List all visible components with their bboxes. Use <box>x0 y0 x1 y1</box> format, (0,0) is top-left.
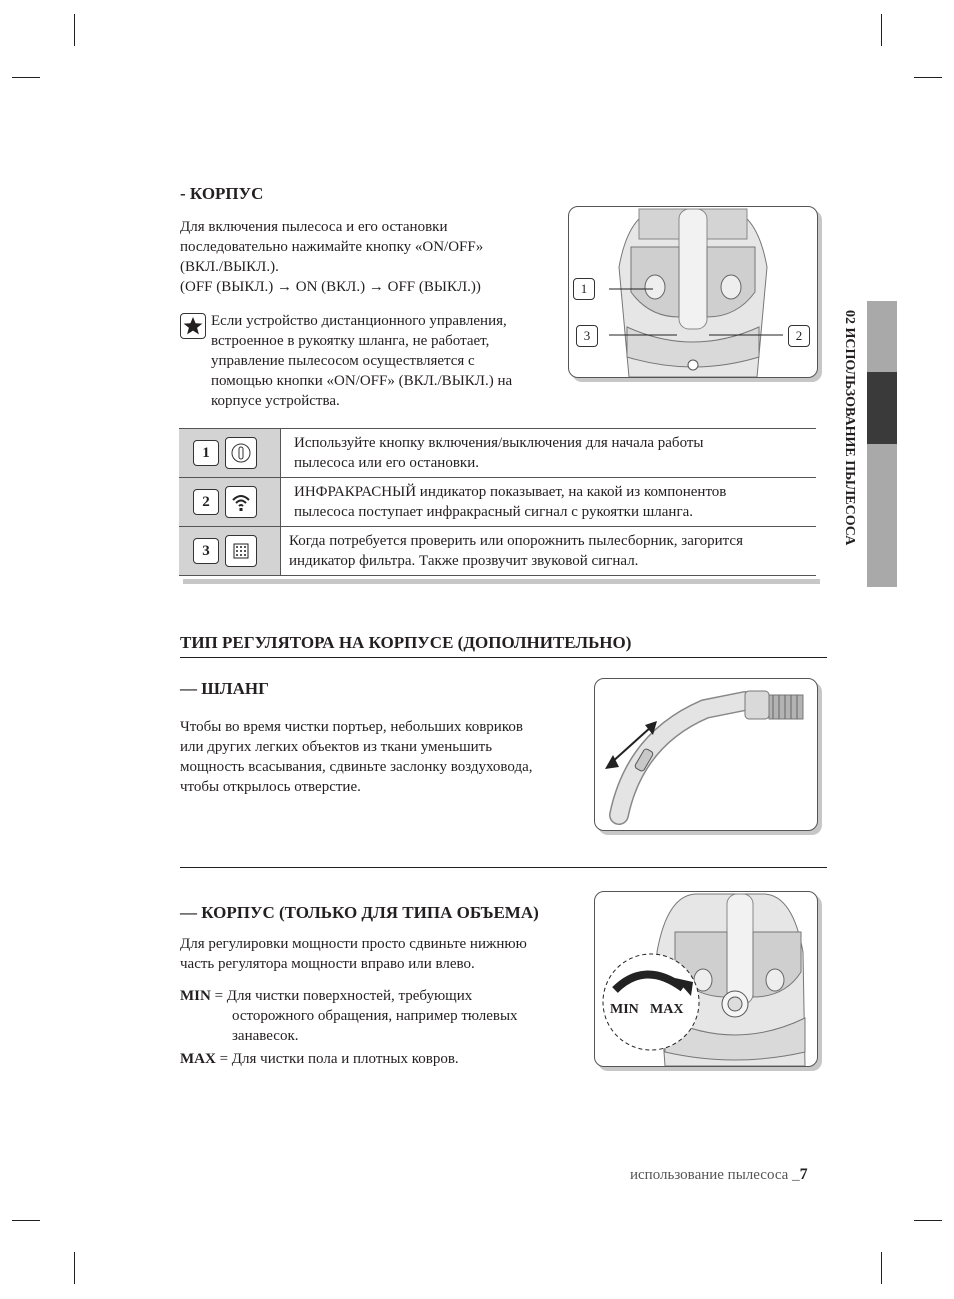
note-line: управление пылесосом осуществляется с <box>211 353 475 369</box>
min-label: MIN <box>180 988 211 1004</box>
hose-illustration <box>594 678 818 831</box>
hose-line: или других легких объектов из ткани уменьшить <box>180 739 493 755</box>
regulator-line: Для регулировки мощности просто сдвиньте нижнюю <box>180 936 527 952</box>
min-text: = Для чистки поверхностей, требующих <box>210 988 473 1004</box>
row-number: 1 <box>193 440 219 466</box>
side-tab-marker <box>867 372 897 444</box>
section-divider <box>180 657 827 658</box>
infrared-signal-icon <box>225 486 257 518</box>
body-regulator-heading: — КОРПУС (ТОЛЬКО ДЛЯ ТИПА ОБЪЕМА) <box>180 903 539 922</box>
crop-mark <box>881 1252 882 1284</box>
table-icon-cell <box>179 527 281 576</box>
desc-line: Когда потребуется проверить или опорожнить пылесборник, загорится <box>289 533 743 549</box>
filter-indicator-icon <box>225 535 257 567</box>
table-desc <box>281 478 817 527</box>
section-heading-regulator: ТИП РЕГУЛЯТОРА НА КОРПУСЕ (ДОПОЛНИТЕЛЬНО) <box>180 633 632 652</box>
figure-min-label: MIN <box>610 1002 639 1017</box>
max-text: = Для чистки пола и плотных ковров. <box>215 1051 459 1067</box>
regulator-line: часть регулятора мощности вправо или влево. <box>180 956 475 972</box>
intro-text <box>180 217 550 297</box>
hose-line: Чтобы во время чистки портьер, небольших ковриков <box>180 719 523 735</box>
note-line: помощью кнопки «ON/OFF» (ВКЛ./ВЫКЛ.) на <box>211 373 513 389</box>
indicator-table <box>179 428 816 576</box>
body-regulator-text <box>180 934 580 974</box>
min-definition <box>180 986 580 1046</box>
crop-mark <box>881 14 882 46</box>
crop-mark <box>74 14 75 46</box>
row-number: 2 <box>193 489 219 515</box>
table-shadow <box>183 579 820 584</box>
page-footer <box>630 1166 808 1184</box>
section-heading-body: - КОРПУС <box>180 184 264 203</box>
side-tab-label: 02 ИСПОЛЬЗОВАНИЕ ПЫЛЕСОСА <box>842 310 857 546</box>
desc-line: пылесоса или его остановки. <box>294 455 479 471</box>
desc-line: Используйте кнопку включения/выключения для начала работы <box>294 435 704 451</box>
intro-line: последовательно нажимайте кнопку «ON/OFF» <box>180 239 484 255</box>
min-text: занавесок. <box>232 1028 299 1044</box>
figure-callout-3: 3 <box>576 325 598 347</box>
table-row <box>179 429 816 478</box>
table-desc <box>281 527 817 576</box>
section-divider <box>180 867 827 868</box>
min-text: осторожного обращения, например тюлевых <box>232 1008 518 1024</box>
note-line: корпусе устройства. <box>211 393 340 409</box>
table-icon-cell <box>179 478 281 527</box>
table-desc <box>281 429 817 478</box>
intro-line: Для включения пылесоса и его остановки <box>180 219 448 235</box>
table-row <box>179 527 816 576</box>
side-tab <box>867 301 897 587</box>
max-label: MAX <box>180 1051 216 1067</box>
desc-line: ИНФРАКРАСНЫЙ индикатор показывает, на какой из компонентов <box>294 484 727 500</box>
crop-mark <box>12 1220 40 1221</box>
desc-line: индикатор фильтра. Также прозвучит звуковой сигнал. <box>289 553 639 569</box>
figure-max-label: MAX <box>650 1002 684 1017</box>
figure-callout-2: 2 <box>788 325 810 347</box>
intro-line: (OFF (ВЫКЛ.) → ON (ВКЛ.) → OFF (ВЫКЛ.)) <box>180 279 481 295</box>
crop-mark <box>914 1220 942 1221</box>
row-number: 3 <box>193 538 219 564</box>
footer-text: использование пылесоса _ <box>630 1167 800 1183</box>
table-icon-cell <box>179 429 281 478</box>
crop-mark <box>12 77 40 78</box>
desc-line: пылесоса поступает инфракрасный сигнал с рукоятки шланга. <box>294 504 694 520</box>
max-definition <box>180 1049 580 1069</box>
note-text <box>211 311 561 411</box>
hose-line: мощность всасывания, сдвиньте заслонку воздуховода, <box>180 759 533 775</box>
vacuum-body-illustration <box>568 206 818 378</box>
page-number: 7 <box>799 1166 808 1183</box>
note-line: Если устройство дистанционного управления, <box>211 313 507 329</box>
hose-line: чтобы открылось отверстие. <box>180 779 361 795</box>
crop-mark <box>74 1252 75 1284</box>
intro-line: (ВКЛ./ВЫКЛ.). <box>180 259 279 275</box>
power-button-icon <box>225 437 257 469</box>
table-row <box>179 478 816 527</box>
hose-heading: — ШЛАНГ <box>180 679 269 698</box>
hose-text <box>180 717 580 797</box>
figure-callout-1: 1 <box>573 278 595 300</box>
note-line: встроенное в рукоятку шланга, не работает, <box>211 333 490 349</box>
crop-mark <box>914 77 942 78</box>
star-note-icon <box>180 313 206 339</box>
power-regulator-illustration <box>594 891 818 1067</box>
